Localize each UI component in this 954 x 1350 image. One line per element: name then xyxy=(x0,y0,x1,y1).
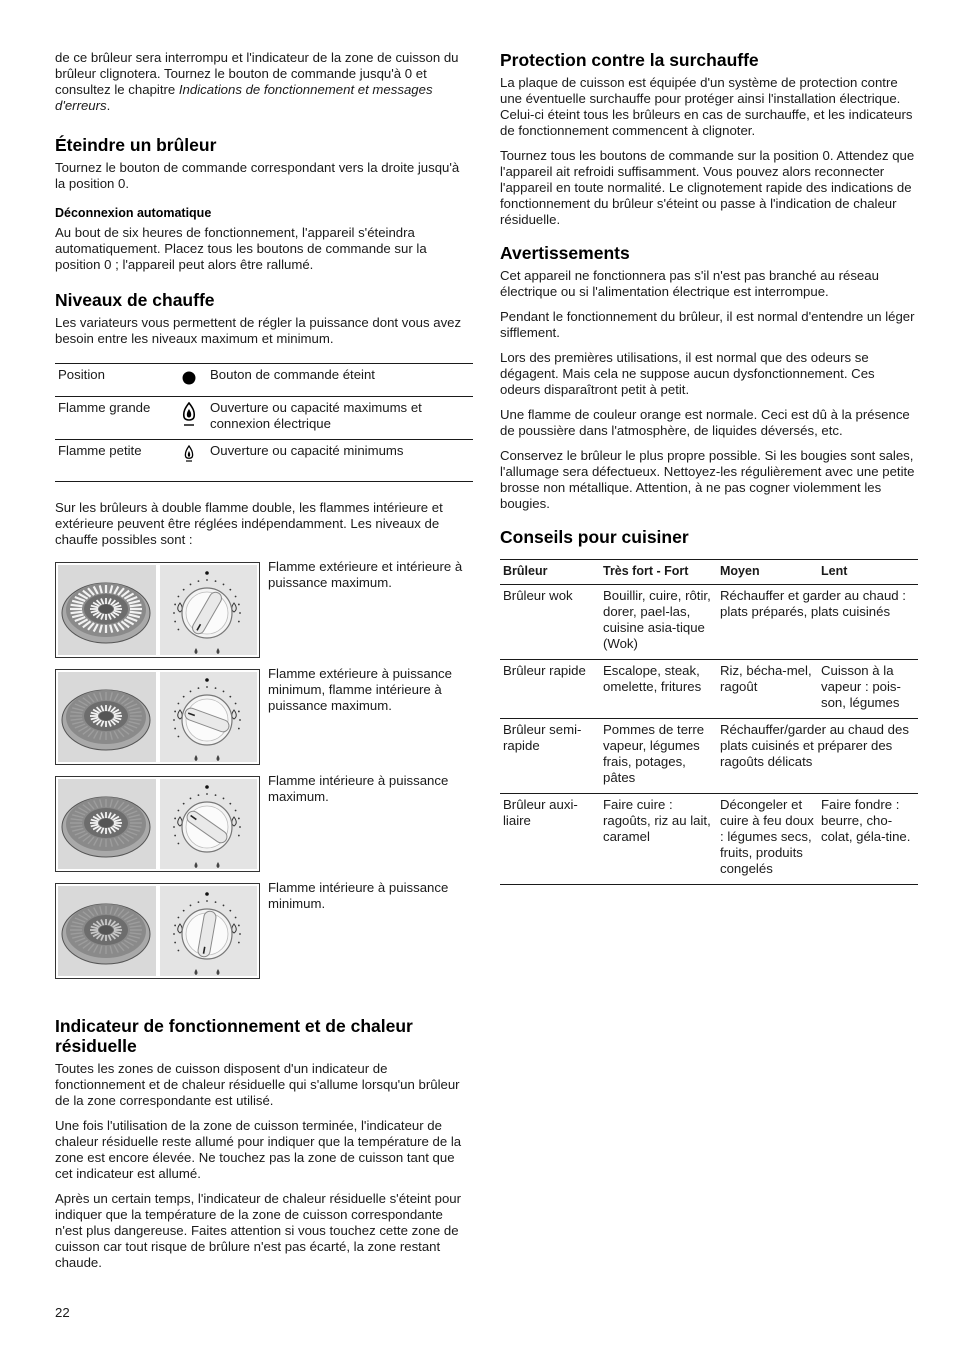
strong-cell: Faire cuire : ragoûts, riz au lait, caramel xyxy=(600,794,717,885)
level-label: Flamme grande xyxy=(55,397,171,440)
burner-picture-row xyxy=(55,773,473,883)
medium-slow-cell: Réchauffer/garder au chaud des plats cuisinés et préparer des ragoûts délicats xyxy=(717,719,918,794)
burner-cell: Brûleur auxi-liaire xyxy=(500,794,600,885)
avertissements-p2: Pendant le fonctionnement du brûleur, il est normal d'entendre un léger sifflement. xyxy=(500,309,915,340)
level-desc: Ouverture ou capacité maximums et connexion électrique xyxy=(207,397,473,440)
column-header: Brûleur xyxy=(500,560,600,585)
protection-p2: Tournez tous les boutons de commande sur la position 0. Attendez que l'appareil ait refroidi suffisamment. Vous pouvez alors reconnecter l'appareil en toute normalité. Le clignotement rapide des indications de fonctionnement du brûleur s'éteint ou passe à l'indication de chaleur résiduelle. xyxy=(500,148,915,227)
burner-pictures xyxy=(55,559,473,990)
burner-cell: Brûleur wok xyxy=(500,585,600,660)
section-title-avertissements: Avertissements xyxy=(500,243,630,263)
section-title-indicateur: Indicateur de fonctionnement et de chaleur résiduelle xyxy=(55,1016,413,1056)
burner-picture-row xyxy=(55,559,473,669)
column-header: Très fort - Fort xyxy=(600,560,717,585)
chapter-reference: Indications de fonctionnement et messages d'erreurs xyxy=(55,82,433,113)
picture-caption: Flamme extérieure à puissance minimum, flamme intérieure à puissance maximum. xyxy=(268,666,452,713)
protection-p1: La plaque de cuisson est équipée d'un système de protection contre une éventuelle surchauffe pour protéger ainsi l'installation électrique. Celui-ci éteint tous les brûleurs en cas de surchauffe, et les indicateurs de fonctionnement commencent à clignoter. xyxy=(500,75,913,138)
section-title-niveaux: Niveaux de chauffe xyxy=(55,290,215,310)
table-row xyxy=(55,364,473,397)
level-desc: Bouton de commande éteint xyxy=(207,364,473,397)
section-title-protection: Protection contre la surchauffe xyxy=(500,50,759,70)
section-avertissements xyxy=(500,243,918,512)
page-number: 22 xyxy=(55,1305,70,1320)
burner-picture-row xyxy=(55,880,473,990)
table-header-row xyxy=(500,560,918,585)
burner-ring xyxy=(62,583,150,643)
avertissements-p4: Une flamme de couleur orange est normale. Ceci est dû à la présence de poussière dans l'atmosphère, de liquides déversés, etc. xyxy=(500,407,910,438)
filled-dot-icon xyxy=(171,364,207,397)
avertissements-p1: Cet appareil ne fonctionnera pas s'il n'est pas branché au réseau électrique ou si l'alimentation électrique est interrompue. xyxy=(500,268,879,299)
section-conseils xyxy=(500,527,918,885)
section-title-conseils: Conseils pour cuisiner xyxy=(500,527,689,547)
medium-slow-cell: Réchauffer et garder au chaud : plats préparés, plats cuisinés xyxy=(717,585,918,660)
picture-caption: Flamme intérieure à puissance minimum. xyxy=(268,880,449,911)
table-row xyxy=(500,660,918,719)
avertissements-p5: Conservez le brûleur le plus propre possible. Si les bougies sont sales, l'allumage sera défectueux. Nettoyez-les régulièrement avec une petite brosse non métallique. Attention, à ne pas cogner violemment les bougies. xyxy=(500,448,915,511)
table-row xyxy=(500,585,918,660)
deconnexion-text: Au bout de six heures de fonctionnement, l'appareil s'éteindra automatiquement. Placez tous les boutons de commande sur la position 0 ; l'appareil peut alors être rallumé. xyxy=(55,225,427,272)
right-column xyxy=(500,50,918,885)
burner-picture-row xyxy=(55,666,473,776)
burner-cell: Brûleur semi-rapide xyxy=(500,719,600,794)
strong-cell: Pommes de terre vapeur, légumes frais, potages, pâtes xyxy=(600,719,717,794)
avertissements-p3: Lors des premières utilisations, il est normal que des odeurs se dégagent. Mais cela ne suppose aucun dysfonctionnement. Ces odeurs disparaîtront petit à petit. xyxy=(500,350,875,397)
level-label: Position xyxy=(55,364,171,397)
cooking-advice-table xyxy=(500,559,918,885)
burner-ring xyxy=(62,690,150,750)
eteindre-text: Tournez le bouton de commande correspondant vers la droite jusqu'à la position 0. xyxy=(55,160,460,191)
burner-knob-illustration xyxy=(55,776,260,872)
burner-knob-illustration xyxy=(55,883,260,979)
burner-ring xyxy=(62,797,150,857)
indicateur-p2: Une fois l'utilisation de la zone de cuisson terminée, l'indicateur de chaleur résiduelle reste allumé pour indiquer que la température de la zone est encore élevée. Ne touchez pas la zone de cuisson tant que cet indicateur est allumé. xyxy=(55,1118,462,1181)
section-title-eteindre: Éteindre un brûleur xyxy=(55,135,217,155)
picture-caption: Flamme extérieure et intérieure à puissance maximum. xyxy=(268,559,463,590)
table-row xyxy=(500,794,918,885)
strong-cell: Bouillir, cuire, rôtir, dorer, pael-las, cuisine asia-tique (Wok) xyxy=(600,585,717,660)
indicateur-p3: Après un certain temps, l'indicateur de chaleur résiduelle s'éteint pour indiquer que la température de la zone de cuisson correspondante n'est plus dangereuse. Faites attention si vous touchez cette zone de cuisson car tout risque de brûlure n'est pas écarté, la zone restant chaude. xyxy=(55,1191,462,1270)
level-label: Flamme petite xyxy=(55,440,171,482)
medium-cell: Décongeler et cuire à feu doux : légumes secs, fruits, produits congelés xyxy=(717,794,818,885)
section-eteindre xyxy=(55,135,473,273)
subtitle-deconnexion: Déconnexion automatique xyxy=(55,206,212,220)
slow-cell: Faire fondre : beurre, cho-colat, géla-tine. xyxy=(818,794,918,885)
strong-cell: Escalope, steak, omelette, fritures xyxy=(600,660,717,719)
section-niveaux xyxy=(55,290,473,990)
column-header: Lent xyxy=(818,560,918,585)
medium-cell: Riz, bécha-mel, ragoût xyxy=(717,660,818,719)
large-flame-icon xyxy=(171,397,207,440)
picture-caption: Flamme intérieure à puissance maximum. xyxy=(268,773,449,804)
burner-cell: Brûleur rapide xyxy=(500,660,600,719)
table-row xyxy=(500,719,918,794)
heat-level-table xyxy=(55,363,473,482)
level-desc: Ouverture ou capacité minimums xyxy=(207,440,473,482)
niveaux-text: Les variateurs vous permettent de régler la puissance dont vous avez besoin entre les niveaux maximum et minimum. xyxy=(55,315,462,346)
column-header: Moyen xyxy=(717,560,818,585)
left-column xyxy=(55,50,473,1280)
intro-text: de ce brûleur sera interrompu et l'indicateur de la zone de cuisson du brûleur clignotera. Tournez le bouton de commande jusqu'à 0 et consultez le chapitre xyxy=(55,50,459,97)
table-row xyxy=(55,440,473,482)
table-row xyxy=(55,397,473,440)
double-flame-text: Sur les brûleurs à double flamme double, les flammes intérieure et extérieure peuvent être réglées indépendamment. Les niveaux de chauffe possibles sont : xyxy=(55,500,443,547)
section-protection xyxy=(500,50,918,228)
burner-ring xyxy=(62,904,150,964)
intro-paragraph xyxy=(55,50,473,114)
slow-cell: Cuisson à la vapeur : pois-son, légumes xyxy=(818,660,918,719)
burner-knob-illustration xyxy=(55,562,260,658)
section-indicateur xyxy=(55,1016,473,1271)
indicateur-p1: Toutes les zones de cuisson disposent d'un indicateur de fonctionnement et de chaleur résiduelle qui s'allume lorsqu'un brûleur de la zone correspondante est utilisé. xyxy=(55,1061,460,1108)
intro-end: . xyxy=(106,98,111,113)
burner-knob-illustration xyxy=(55,669,260,765)
small-flame-icon xyxy=(171,440,207,482)
